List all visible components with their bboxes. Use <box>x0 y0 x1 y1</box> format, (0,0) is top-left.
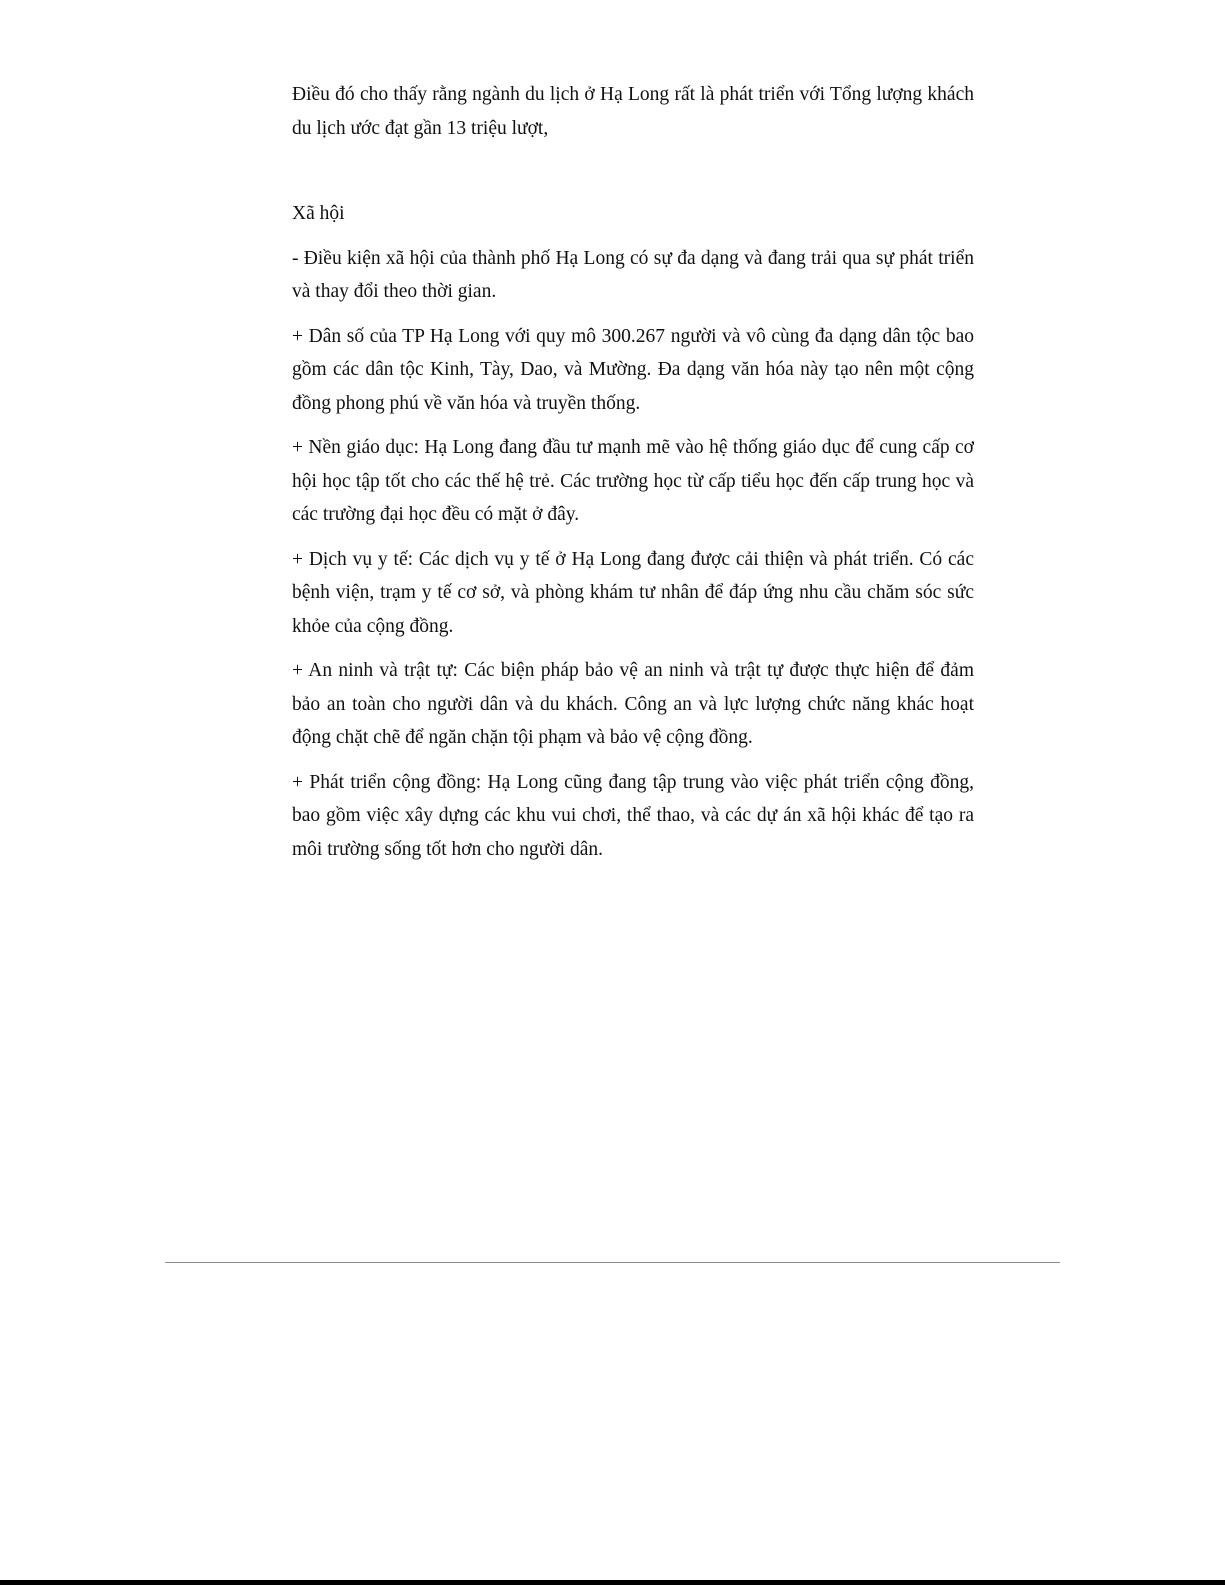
paragraph-social-conditions: - Điều kiện xã hội của thành phố Hạ Long có sự đa dạng và đang trải qua sự phát triển và thay đổi theo thời gian. <box>292 247 974 302</box>
bottom-edge-border <box>0 1580 1225 1585</box>
paragraph-community-development: + Phát triển cộng đồng: Hạ Long cũng đang tập trung vào việc phát triển cộng đồng, bao gồm việc xây dựng các khu vui chơi, thể thao, và các dự án xã hội khác để tạo ra môi trường sống tốt hơn cho người dân. <box>292 771 974 860</box>
intro-paragraph: Điều đó cho thấy rằng ngành du lịch ở Hạ Long rất là phát triển với Tổng lượng khách du lịch ước đạt gần 13 triệu lượt, <box>292 84 974 139</box>
paragraph-education: + Nền giáo dục: Hạ Long đang đầu tư mạnh mẽ vào hệ thống giáo dục để cung cấp cơ hội học tập tốt cho các thế hệ trẻ. Các trường học từ cấp tiểu học đến cấp trung học và các trường đại học đều có mặt ở đây. <box>292 437 974 525</box>
section-heading: Xã hội <box>292 203 345 224</box>
paragraph-healthcare: + Dịch vụ y tế: Các dịch vụ y tế ở Hạ Long đang được cải thiện và phát triển. Có các bệnh viện, trạm y tế cơ sở, và phòng khám tư nhân để đáp ứng nhu cầu chăm sóc sức khỏe của cộng đồng. <box>292 548 974 637</box>
document-body <box>292 78 974 866</box>
paragraph-population: + Dân số của TP Hạ Long với quy mô 300.267 người và vô cùng đa dạng dân tộc bao gồm các dân tộc Kinh, Tày, Dao, và Mường. Đa dạng văn hóa này tạo nên một cộng đồng phong phú về văn hóa và truyền thống. <box>292 325 974 414</box>
paragraph-security: + An ninh và trật tự: Các biện pháp bảo vệ an ninh và trật tự được thực hiện để đảm bảo an toàn cho người dân và du khách. Công an và lực lượng chức năng khác hoạt động chặt chẽ để ngăn chặn tội phạm và bảo vệ cộng đồng. <box>292 660 974 748</box>
page-break-divider <box>165 1262 1060 1263</box>
